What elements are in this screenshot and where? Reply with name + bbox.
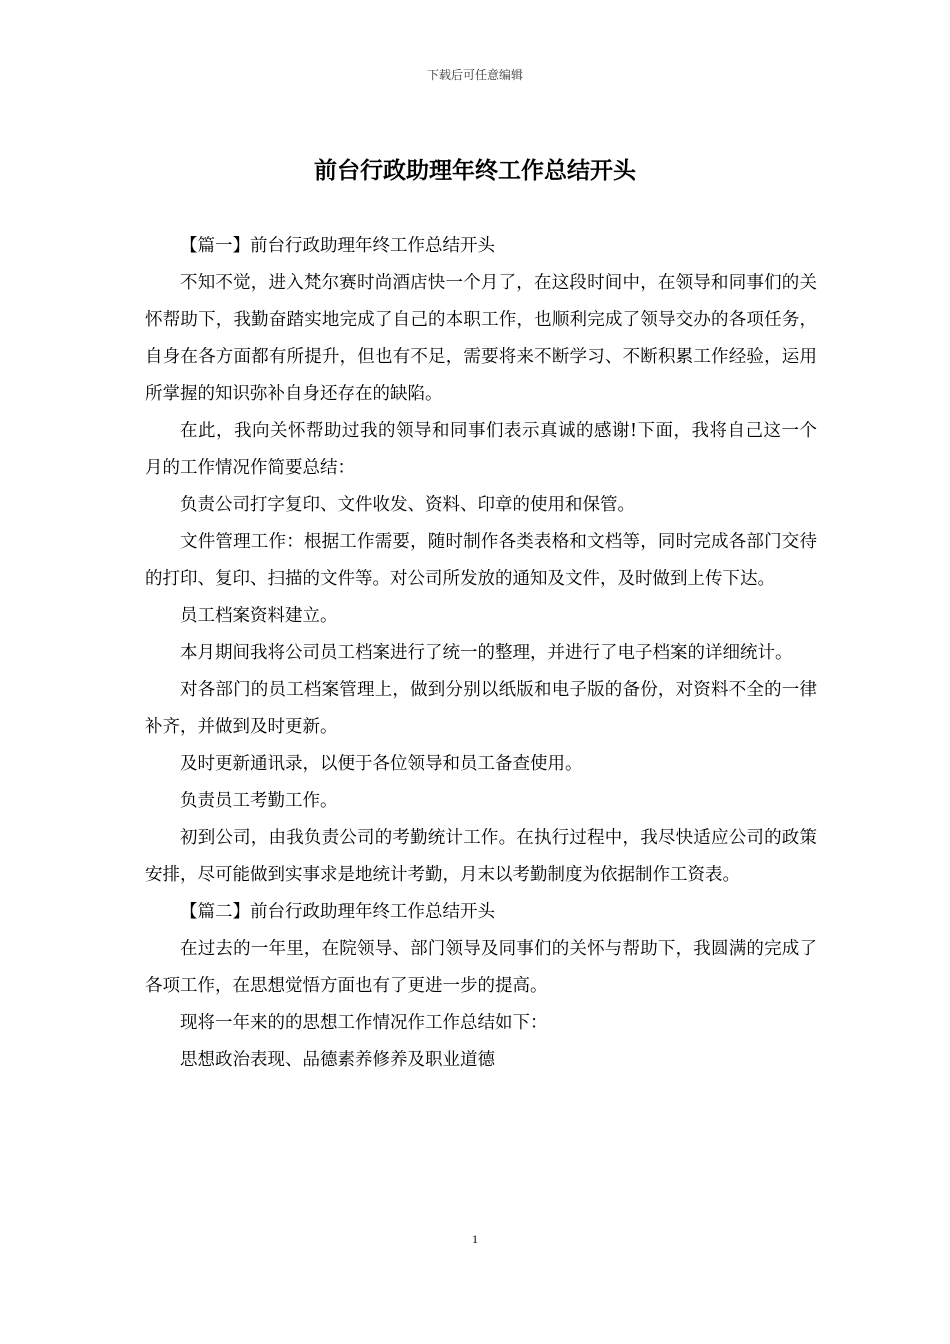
page-number: 1 — [472, 1232, 478, 1246]
section-heading-1: 【篇一】前台行政助理年终工作总结开头 — [180, 236, 495, 256]
paragraph: 本月期间我将公司员工档案进行了统一的整理，并进行了电子档案的详细统计。 — [180, 643, 793, 663]
header-note: 下载后可任意编辑 — [426, 68, 523, 82]
paragraph: 思想政治表现、品德素养修养及职业道德 — [180, 1050, 495, 1070]
paragraph: 文件管理工作：根据工作需要，随时制作各类表格和文档等，同时完成各部门交待的打印、复印、扫描的文件等。对公司所发放的通知及文件，及时做到上传下达。 — [145, 532, 817, 589]
paragraph: 在此，我向关怀帮助过我的领导和同事们表示真诚的感谢!下面，我将自己这一个月的工作情况作简要总结： — [145, 421, 817, 478]
paragraph: 初到公司，由我负责公司的考勤统计工作。在执行过程中，我尽快适应公司的政策安排，尽可能做到实事求是地统计考勤，月末以考勤制度为依据制作工资表。 — [145, 828, 817, 885]
document-body — [145, 228, 817, 1079]
paragraph: 对各部门的员工档案管理上，做到分别以纸版和电子版的备份，对资料不全的一律补齐，并做到及时更新。 — [145, 680, 817, 737]
section-heading-2: 【篇二】前台行政助理年终工作总结开头 — [180, 902, 495, 922]
paragraph: 员工档案资料建立。 — [180, 606, 338, 626]
paragraph: 现将一年来的的思想工作情况作工作总结如下： — [180, 1013, 548, 1033]
paragraph: 在过去的一年里，在院领导、部门领导及同事们的关怀与帮助下，我圆满的完成了各项工作，在思想觉悟方面也有了更进一步的提高。 — [145, 939, 817, 996]
document-title: 前台行政助理年终工作总结开头 — [314, 158, 636, 184]
paragraph: 负责员工考勤工作。 — [180, 791, 338, 811]
paragraph: 及时更新通讯录，以便于各位领导和员工备查使用。 — [180, 754, 583, 774]
paragraph: 负责公司打字复印、文件收发、资料、印章的使用和保管。 — [180, 495, 635, 515]
paragraph: 不知不觉，进入梵尔赛时尚酒店快一个月了，在这段时间中，在领导和同事们的关怀帮助下，我勤奋踏实地完成了自己的本职工作，也顺利完成了领导交办的各项任务，自身在各方面都有所提升，但也有不足，需要将来不断学习、不断积累工作经验，运用所掌握的知识弥补自身还存在的缺陷。 — [145, 273, 817, 404]
